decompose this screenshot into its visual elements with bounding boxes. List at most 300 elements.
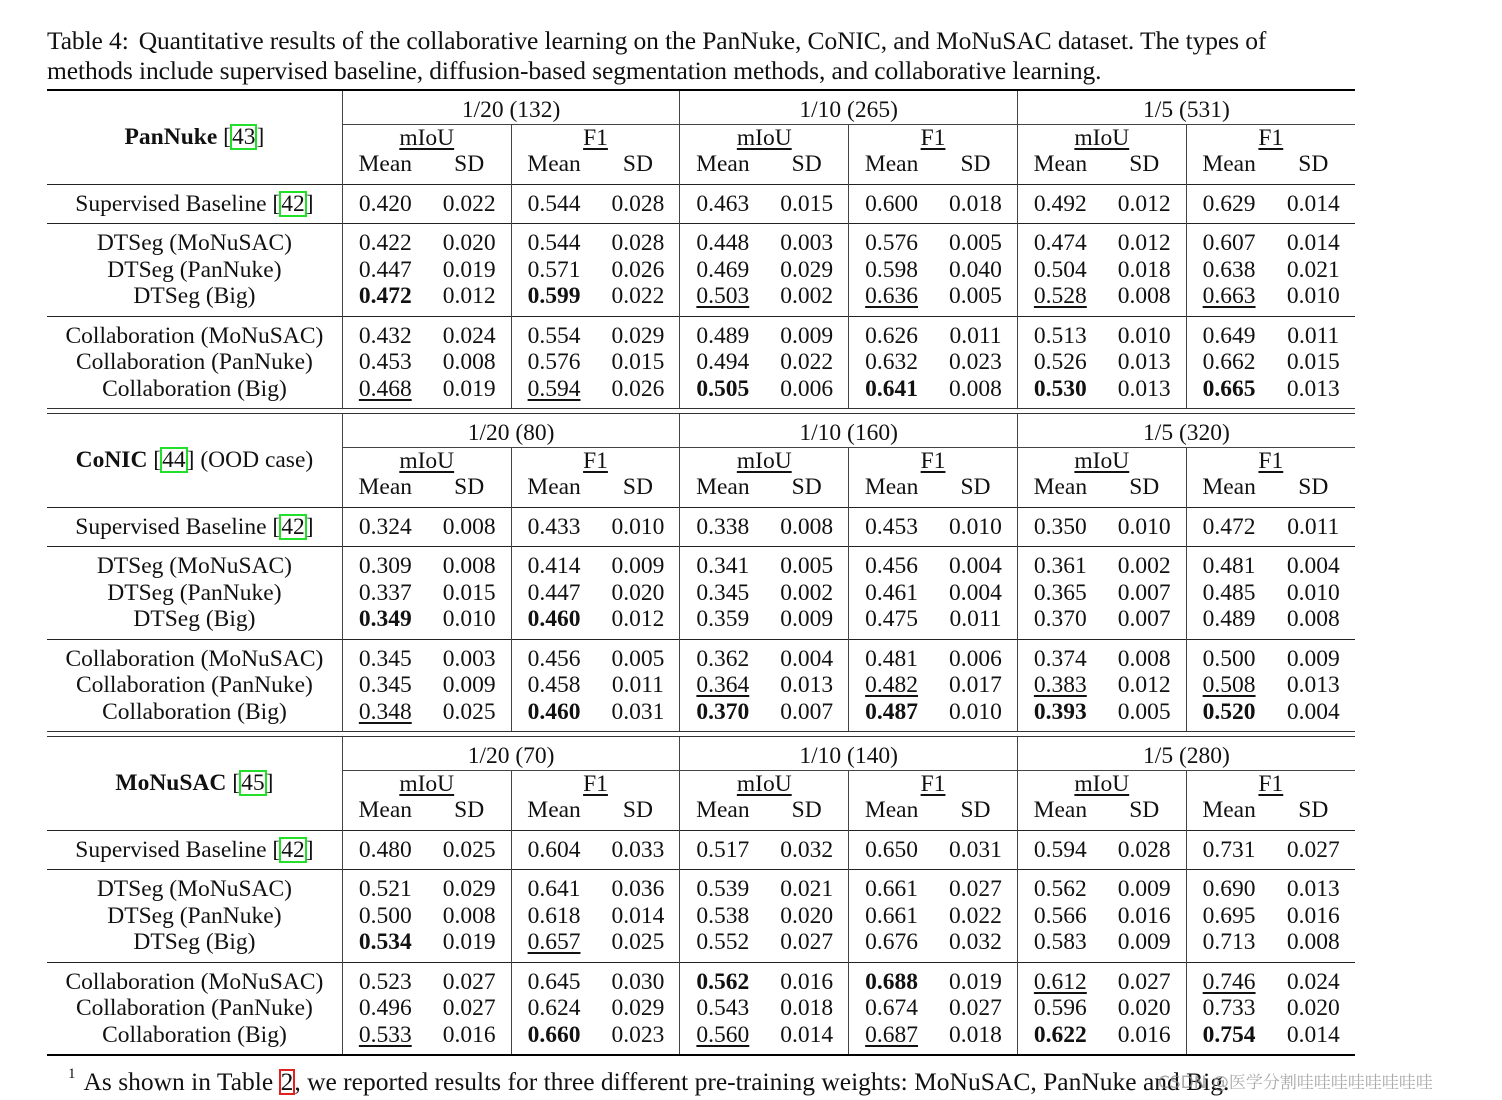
sd-value-cell <box>1272 876 1355 903</box>
metric-value: 0.013 <box>780 672 834 698</box>
mean-value-cell <box>1017 903 1102 930</box>
sd-value-cell <box>597 580 680 607</box>
metric-value: 0.600 <box>865 190 919 217</box>
metric-value: 0.007 <box>1117 579 1171 606</box>
mean-value-cell <box>342 606 427 633</box>
mean-value-cell <box>1186 580 1271 607</box>
metric-value: 0.005 <box>780 553 834 579</box>
metric-value: 0.016 <box>780 968 834 995</box>
metric-value: 0.007 <box>1117 606 1171 632</box>
metric-value: 0.504 <box>1033 256 1087 283</box>
metric-value: 0.040 <box>949 256 1002 283</box>
metric-value: 0.010 <box>611 513 665 540</box>
sd-value-cell <box>1272 646 1355 673</box>
stat-header-sd: SD <box>622 151 653 177</box>
table-row <box>47 553 1355 580</box>
metric-value: 0.414 <box>527 553 581 579</box>
mean-value-cell <box>849 323 934 350</box>
metric-value: 0.632 <box>865 349 919 375</box>
method-label: Supervised Baseline <box>75 836 267 863</box>
metric-value: 0.025 <box>442 698 496 725</box>
sd-value-cell <box>1272 929 1355 956</box>
sd-value-cell <box>934 580 1017 607</box>
metric-value: 0.008 <box>442 553 496 579</box>
metric-header-f1: F1 <box>583 447 608 474</box>
sd-value-cell <box>1272 553 1355 580</box>
mean-value-cell <box>680 230 765 257</box>
sd-value-cell <box>765 376 848 403</box>
metric-value: 0.028 <box>611 230 665 256</box>
metric-value: 0.009 <box>611 553 665 579</box>
sd-value-cell <box>1103 903 1186 930</box>
metric-value: 0.003 <box>780 230 834 256</box>
mean-value-cell <box>1186 837 1271 864</box>
metric-value: 0.482 <box>865 672 919 698</box>
mean-value-cell <box>849 903 934 930</box>
table-row <box>47 349 1355 376</box>
metric-value: 0.661 <box>865 902 919 929</box>
metric-value: 0.019 <box>442 929 496 955</box>
metric-value: 0.002 <box>780 283 834 309</box>
metric-value: 0.713 <box>1202 929 1256 955</box>
sd-value-cell <box>765 929 848 956</box>
metric-header-miou: mIoU <box>399 447 455 474</box>
metric-value: 0.660 <box>527 1021 581 1048</box>
metric-value: 0.019 <box>442 375 496 402</box>
sd-value-cell <box>428 1022 511 1049</box>
table-row <box>47 837 1355 864</box>
stat-header-mean: Mean <box>1017 474 1102 501</box>
sd-value-cell <box>1103 580 1186 607</box>
metric-value: 0.025 <box>442 836 496 863</box>
metric-value: 0.018 <box>1117 256 1171 283</box>
sd-value-cell <box>597 257 680 284</box>
metric-header-f1: F1 <box>583 770 608 797</box>
mean-value-cell <box>511 646 596 673</box>
metric-value: 0.534 <box>358 929 412 955</box>
metric-value: 0.661 <box>865 876 919 902</box>
table-row <box>47 283 1355 310</box>
mean-value-cell <box>511 837 596 864</box>
mean-value-cell <box>342 929 427 956</box>
mean-value-cell <box>342 349 427 376</box>
sd-value-cell <box>765 553 848 580</box>
stat-header-mean: Mean <box>849 151 934 178</box>
metric-value: 0.345 <box>696 579 750 606</box>
mean-value-cell <box>849 349 934 376</box>
sd-value-cell <box>1103 969 1186 996</box>
metric-value: 0.002 <box>780 579 834 606</box>
method-citation-link[interactable]: 42 <box>281 190 305 217</box>
metric-value: 0.028 <box>611 190 665 217</box>
stat-header-sd: SD <box>1129 797 1160 823</box>
metric-value: 0.011 <box>949 606 1002 632</box>
method-name: Supervised Baseline [42] <box>75 513 314 540</box>
sd-value-cell <box>934 837 1017 864</box>
metric-value: 0.013 <box>1117 375 1171 402</box>
metric-value: 0.006 <box>949 645 1002 672</box>
method-citation-link[interactable]: 42 <box>281 513 305 540</box>
mean-value-cell <box>680 514 765 541</box>
metric-value: 0.009 <box>442 672 496 698</box>
metric-value: 0.676 <box>865 929 919 955</box>
metric-value: 0.496 <box>358 995 412 1021</box>
mean-value-cell <box>511 876 596 903</box>
metric-header-f1: F1 <box>1258 124 1284 151</box>
dataset-citation-link[interactable]: 43 <box>231 124 256 150</box>
mean-value-cell <box>849 580 934 607</box>
mean-value-cell <box>1017 580 1102 607</box>
sd-value-cell <box>1103 672 1186 699</box>
metric-value: 0.432 <box>358 322 412 349</box>
metric-value: 0.370 <box>696 698 750 725</box>
metric-value: 0.636 <box>865 283 919 309</box>
metric-value: 0.469 <box>696 256 750 283</box>
sd-value-cell <box>1272 283 1355 310</box>
mean-value-cell <box>1017 349 1102 376</box>
metric-value: 0.014 <box>1286 190 1340 217</box>
metric-value: 0.337 <box>358 579 412 606</box>
sd-value-cell <box>934 606 1017 633</box>
table-row <box>47 876 1355 903</box>
metric-value: 0.022 <box>949 902 1002 929</box>
mean-value-cell <box>511 903 596 930</box>
mean-value-cell <box>342 283 427 310</box>
sd-value-cell <box>597 283 680 310</box>
mean-value-cell <box>342 699 427 726</box>
stat-header-sd: SD <box>454 474 485 500</box>
method-name <box>47 646 342 673</box>
metric-value: 0.612 <box>1033 968 1087 995</box>
mean-value-cell <box>1186 929 1271 956</box>
mean-value-cell <box>511 995 596 1022</box>
metric-value: 0.005 <box>949 230 1002 256</box>
mean-value-cell <box>680 191 765 218</box>
sd-value-cell <box>934 230 1017 257</box>
sd-value-cell <box>765 230 848 257</box>
metric-value: 0.027 <box>442 968 496 995</box>
metric-value: 0.033 <box>611 836 665 863</box>
sd-value-cell <box>1103 283 1186 310</box>
method-label: Collaboration (MoNuSAC) <box>65 968 324 995</box>
method-name: Supervised Baseline [42] <box>75 836 314 863</box>
metric-value: 0.013 <box>1286 375 1340 402</box>
table-reference-link[interactable]: 2 <box>280 1067 294 1096</box>
metric-value: 0.453 <box>865 513 919 540</box>
footnote-marker: 1 <box>68 1066 76 1082</box>
stat-header-mean: Mean <box>849 797 934 824</box>
sd-value-cell <box>428 191 511 218</box>
stat-header-sd: SD <box>1298 474 1329 500</box>
method-name <box>47 283 342 310</box>
table-row <box>47 995 1355 1022</box>
metric-header-miou: mIoU <box>399 124 455 151</box>
metric-value: 0.020 <box>611 579 665 606</box>
sd-value-cell <box>428 230 511 257</box>
sd-value-cell <box>428 903 511 930</box>
metric-value: 0.027 <box>949 876 1002 902</box>
metric-value: 0.566 <box>1033 902 1087 929</box>
metric-value: 0.731 <box>1202 836 1256 863</box>
mean-value-cell <box>342 837 427 864</box>
split-header: 1/5 (531) <box>1017 97 1355 124</box>
footnote-text-before: As shown in Table <box>83 1067 280 1096</box>
metric-value: 0.528 <box>1033 283 1087 309</box>
sd-value-cell <box>597 606 680 633</box>
metric-value: 0.018 <box>780 995 834 1021</box>
metric-header-f1: F1 <box>1258 770 1284 797</box>
metric-value: 0.012 <box>1117 190 1171 217</box>
metric-value: 0.338 <box>696 513 750 540</box>
table-row <box>47 606 1355 633</box>
mean-value-cell <box>849 230 934 257</box>
stat-header-mean: Mean <box>1017 797 1102 824</box>
method-label: DTSeg (MoNuSAC) <box>96 876 293 902</box>
metric-value: 0.481 <box>1202 553 1256 579</box>
split-header: 1/5 (320) <box>1017 420 1355 447</box>
metric-value: 0.021 <box>1286 256 1340 283</box>
sd-value-cell <box>934 929 1017 956</box>
mean-value-cell <box>342 1022 427 1049</box>
metric-value: 0.460 <box>527 698 581 725</box>
mean-value-cell <box>511 929 596 956</box>
metric-value: 0.475 <box>865 606 919 632</box>
metric-value: 0.008 <box>949 375 1002 402</box>
metric-value: 0.018 <box>949 190 1002 217</box>
mean-value-cell <box>1186 995 1271 1022</box>
method-name <box>47 969 342 996</box>
metric-value: 0.027 <box>1286 836 1340 863</box>
metric-value: 0.463 <box>696 190 750 217</box>
mean-value-cell <box>680 876 765 903</box>
mean-value-cell <box>1017 646 1102 673</box>
mean-value-cell <box>1017 876 1102 903</box>
metric-value: 0.481 <box>865 645 919 672</box>
metric-value: 0.533 <box>358 1021 412 1048</box>
footnote-text-after: , we reported results for three different pre-training weights: MoNuSAC, PanNuke and Big. <box>294 1067 1230 1096</box>
sd-value-cell <box>765 514 848 541</box>
stat-header-sd: SD <box>960 797 991 823</box>
metric-value: 0.458 <box>527 672 581 698</box>
method-name <box>47 553 342 580</box>
mean-value-cell <box>680 672 765 699</box>
method-label: Supervised Baseline <box>75 513 267 540</box>
sd-value-cell <box>597 969 680 996</box>
sd-value-cell <box>597 191 680 218</box>
mean-value-cell <box>680 257 765 284</box>
sd-value-cell <box>597 876 680 903</box>
metric-value: 0.576 <box>527 349 581 375</box>
table-row <box>47 929 1355 956</box>
mean-value-cell <box>1017 323 1102 350</box>
method-name <box>47 230 342 257</box>
sd-value-cell <box>428 969 511 996</box>
mean-value-cell <box>1017 283 1102 310</box>
metric-value: 0.010 <box>442 606 496 632</box>
sd-value-cell <box>428 376 511 403</box>
method-label: Collaboration (MoNuSAC) <box>65 322 324 349</box>
sd-value-cell <box>765 349 848 376</box>
metric-value: 0.520 <box>1202 698 1256 725</box>
method-name <box>47 876 342 903</box>
sd-value-cell <box>934 257 1017 284</box>
mean-value-cell <box>849 606 934 633</box>
sd-value-cell <box>597 837 680 864</box>
sd-value-cell <box>765 283 848 310</box>
metric-value: 0.350 <box>1033 513 1087 540</box>
stat-header-mean: Mean <box>511 797 596 824</box>
metric-value: 0.009 <box>1117 876 1171 902</box>
sd-value-cell <box>1272 995 1355 1022</box>
mean-value-cell <box>1186 283 1271 310</box>
sd-value-cell <box>934 876 1017 903</box>
mean-value-cell <box>511 230 596 257</box>
metric-value: 0.027 <box>780 929 834 955</box>
metric-value: 0.011 <box>611 672 664 698</box>
table-row <box>47 323 1355 350</box>
metric-value: 0.456 <box>865 553 919 579</box>
mean-value-cell <box>1017 514 1102 541</box>
metric-value: 0.029 <box>611 322 665 349</box>
sd-value-cell <box>1103 191 1186 218</box>
method-citation-link[interactable]: 42 <box>281 836 305 863</box>
sd-value-cell <box>597 376 680 403</box>
dataset-citation-link[interactable]: 44 <box>162 447 186 473</box>
metric-value: 0.650 <box>865 836 919 863</box>
mean-value-cell <box>849 646 934 673</box>
metric-value: 0.657 <box>527 929 581 955</box>
dataset-table-conic <box>47 414 1355 731</box>
method-label: Collaboration (PanNuke) <box>75 672 313 698</box>
sd-value-cell <box>1103 646 1186 673</box>
metric-value: 0.645 <box>527 968 581 995</box>
stat-header-sd: SD <box>1129 151 1160 177</box>
metric-value: 0.004 <box>949 553 1002 579</box>
metric-value: 0.365 <box>1033 579 1087 606</box>
metric-value: 0.309 <box>358 553 412 579</box>
metric-value: 0.025 <box>611 929 665 955</box>
method-name <box>47 672 342 699</box>
metric-value: 0.008 <box>1117 283 1171 309</box>
method-name <box>47 323 342 350</box>
metric-value: 0.003 <box>442 645 496 672</box>
mean-value-cell <box>849 969 934 996</box>
metric-value: 0.453 <box>358 349 412 375</box>
sd-value-cell <box>934 553 1017 580</box>
sd-value-cell <box>428 553 511 580</box>
metric-value: 0.422 <box>358 230 412 256</box>
metric-header-miou: mIoU <box>1074 447 1130 474</box>
mean-value-cell <box>1017 376 1102 403</box>
bottom-rule <box>47 1054 1355 1056</box>
metric-value: 0.641 <box>527 876 581 902</box>
mean-value-cell <box>1186 699 1271 726</box>
mean-value-cell <box>1186 606 1271 633</box>
metric-value: 0.016 <box>442 1021 496 1048</box>
metric-value: 0.016 <box>1286 902 1340 929</box>
sd-value-cell <box>1103 1022 1186 1049</box>
dataset-citation-link[interactable]: 45 <box>241 770 265 796</box>
mean-value-cell <box>511 514 596 541</box>
metric-value: 0.020 <box>1286 995 1340 1021</box>
split-header: 1/20 (132) <box>342 97 680 124</box>
metric-value: 0.020 <box>780 902 834 929</box>
stat-header-mean: Mean <box>1186 797 1271 824</box>
metric-value: 0.019 <box>949 968 1002 995</box>
metric-value: 0.011 <box>949 322 1002 349</box>
mean-value-cell <box>511 580 596 607</box>
metric-value: 0.013 <box>1286 876 1340 902</box>
dataset-name: CoNIC <box>75 447 148 473</box>
sd-value-cell <box>428 349 511 376</box>
metric-value: 0.456 <box>527 645 581 672</box>
metric-value: 0.544 <box>527 190 581 217</box>
metric-value: 0.662 <box>1202 349 1256 375</box>
stat-header-mean: Mean <box>511 151 596 178</box>
mean-value-cell <box>680 349 765 376</box>
metric-value: 0.031 <box>949 836 1002 863</box>
mean-value-cell <box>1186 230 1271 257</box>
mean-value-cell <box>1017 230 1102 257</box>
metric-value: 0.361 <box>1033 553 1087 579</box>
mean-value-cell <box>680 837 765 864</box>
sd-value-cell <box>765 995 848 1022</box>
mean-value-cell <box>849 257 934 284</box>
metric-value: 0.021 <box>780 876 834 902</box>
method-name <box>47 257 342 284</box>
mean-value-cell <box>1017 995 1102 1022</box>
method-label: Supervised Baseline <box>75 190 267 217</box>
metric-header-miou: mIoU <box>399 770 455 797</box>
mean-value-cell <box>511 323 596 350</box>
mean-value-cell <box>1186 1022 1271 1049</box>
metric-value: 0.012 <box>442 283 496 309</box>
metric-value: 0.663 <box>1202 283 1256 309</box>
metric-value: 0.448 <box>696 230 750 256</box>
split-header: 1/10 (160) <box>680 420 1018 447</box>
metric-value: 0.571 <box>527 256 581 283</box>
metric-value: 0.024 <box>442 322 496 349</box>
metric-value: 0.596 <box>1033 995 1087 1021</box>
metric-value: 0.022 <box>780 349 834 375</box>
stat-header-mean: Mean <box>1017 151 1102 178</box>
sd-value-cell <box>765 257 848 284</box>
mean-value-cell <box>1017 1022 1102 1049</box>
sd-value-cell <box>428 929 511 956</box>
table-row <box>47 257 1355 284</box>
sd-value-cell <box>1103 837 1186 864</box>
metric-value: 0.695 <box>1202 902 1256 929</box>
metric-value: 0.494 <box>696 349 750 375</box>
metric-value: 0.622 <box>1033 1021 1087 1048</box>
mean-value-cell <box>511 1022 596 1049</box>
metric-value: 0.011 <box>1287 322 1340 349</box>
metric-header-f1: F1 <box>1258 447 1284 474</box>
stat-header-sd: SD <box>791 151 822 177</box>
metric-value: 0.349 <box>358 606 412 632</box>
metric-value: 0.011 <box>1287 513 1340 540</box>
sd-value-cell <box>934 514 1017 541</box>
sd-value-cell <box>934 995 1017 1022</box>
mean-value-cell <box>1186 553 1271 580</box>
metric-value: 0.016 <box>1117 1021 1171 1048</box>
mean-value-cell <box>1017 672 1102 699</box>
sd-value-cell <box>597 1022 680 1049</box>
metric-value: 0.433 <box>527 513 581 540</box>
mean-value-cell <box>1017 699 1102 726</box>
mean-value-cell <box>511 553 596 580</box>
mean-value-cell <box>342 323 427 350</box>
